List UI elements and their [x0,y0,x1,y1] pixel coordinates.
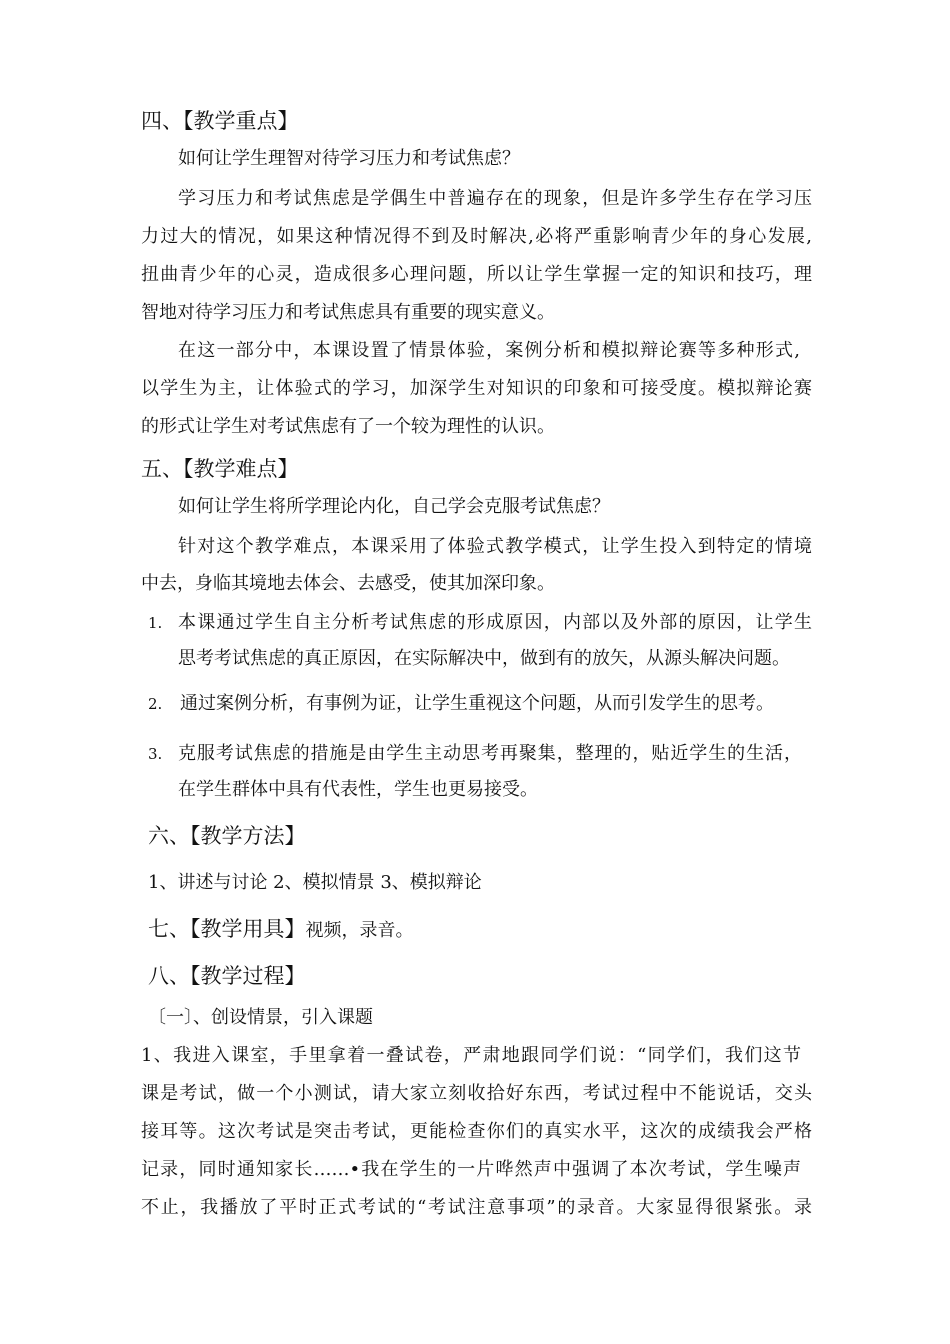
list-item-line: 克服考试焦虑的措施是由学生主动思考再聚集，整理的，贴近学生的生活， [178,743,802,764]
section-8-heading: 八、【教学过程】 [148,964,306,988]
paragraph-line: 记录，同时通知家长……•我在学生的一片哗然声中强调了本次考试，学生噪声 [141,1159,801,1180]
section-7-line [148,914,414,946]
paragraph-line: 针对这个教学难点，本课采用了体验式教学模式，让学生投入到特定的情境 [178,536,812,557]
paragraph-line: 以学生为主，让体验式的学习，加深学生对知识的印象和可接受度。模拟辩论赛 [141,378,812,399]
paragraph-line: 扭曲青少年的心灵，造成很多心理问题，所以让学生掌握一定的知识和技巧，理 [141,264,812,285]
section-8-subheading: 〔一〕、创设情景，引入课题 [148,1007,373,1028]
paragraph-line: 1、我进入课室，手里拿着一叠试卷，严肃地跟同学们说：“同学们，我们这节 [141,1045,801,1066]
list-number: 1. [148,614,163,632]
list-number: 3. [148,745,163,763]
section-4-question: 如何让学生理智对待学习压力和考试焦虑？ [178,148,520,169]
paragraph-line: 课是考试，做一个小测试，请大家立刻收拾好东西，考试过程中不能说话，交头 [141,1083,812,1104]
teaching-tools: 视频，录音。 [305,920,414,941]
paragraph-line: 不止，我播放了平时正式考试的“考试注意事项”的录音。大家显得很紧张。录 [141,1197,812,1218]
section-6-heading: 六、【教学方法】 [148,824,306,848]
paragraph-line: 中去，身临其境地去体会、去感受，使其加深印象。 [141,573,555,594]
list-number: 2. [148,695,163,713]
paragraph-line: 在这一部分中，本课设置了情景体验，案例分析和模拟辩论赛等多种形式, [178,340,800,361]
paragraph-line: 学习压力和考试焦虑是学偶生中普遍存在的现象，但是许多学生存在学习压 [178,188,812,209]
list-item-line: 通过案例分析，有事例为证，让学生重视这个问题，从而引发学生的思考。 [180,693,774,714]
list-item-line: 思考考试焦虑的真正原因，在实际解决中，做到有的放矢，从源头解决问题。 [178,648,790,669]
paragraph-line: 的形式让学生对考试焦虑有了一个较为理性的认识。 [141,416,555,437]
paragraph-line: 智地对待学习压力和考试焦虑具有重要的现实意义。 [141,302,555,323]
teaching-methods: 1、讲述与讨论 2、模拟情景 3、模拟辩论 [148,872,482,893]
section-5-heading: 五、【教学难点】 [141,457,299,481]
list-item-line: 在学生群体中具有代表性，学生也更易接受。 [178,779,538,800]
section-4-heading: 四、【教学重点】 [141,109,299,133]
section-7-heading: 七、【教学用具】 [148,917,306,941]
paragraph-line: 接耳等。这次考试是突击考试，更能检查你们的真实水平，这次的成绩我会严格 [141,1121,812,1142]
section-5-question: 如何让学生将所学理论内化，自己学会克服考试焦虑？ [178,496,610,517]
list-item-line: 本课通过学生自主分析考试焦虑的形成原因，内部以及外部的原因，让学生 [178,612,812,633]
paragraph-line: 力过大的情况，如果这种情况得不到及时解决,必将严重影响青少年的身心发展, [141,226,812,247]
